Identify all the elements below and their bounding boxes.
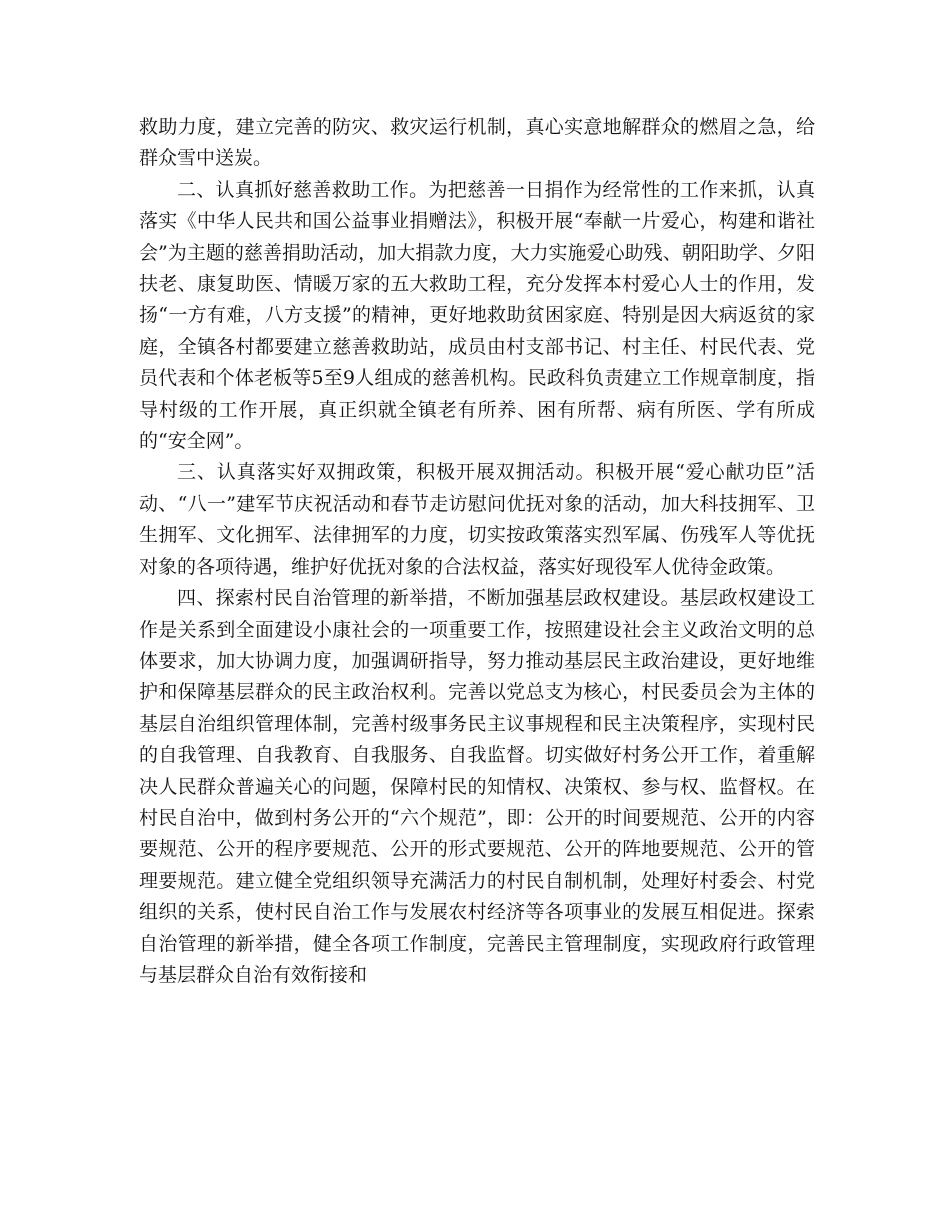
paragraph-village-self-governance: 四、探索村民自治管理的新举措，不断加强基层政权建设。基层政权建设工作是关系到全面建设小康社会的一项重要工作，按照建设社会主义政治文明的总体要求，加大协调力度，加强调研指导，努力推动基层民主政治建设，更好地维护和保障基层群众的民主政治权利。完善以党总支为核心，村民委员会为主体的基层自治组织管理体制，完善村级事务民主议事规程和民主决策程序，实现村民的自我管理、自我教育、自我服务、自我监督。切实做好村务公开工作，着重解决人民群众普遍关心的问题，保障村民的知情权、决策权、参与权、监督权。在村民自治中，做到村务公开的“六个规范”，即：公开的时间要规范、公开的内容要规范、公开的程序要规范、公开的形式要规范、公开的阵地要规范、公开的管理要规范。建立健全党组织领导充满活力的村民自制机制，处理好村委会、村党组织的关系，使村民自治工作与发展农村经济等各项事业的发展互相促进。探索自治管理的新举措，健全各项工作制度，完善民主管理制度，实现政府行政管理与基层群众自治有效衔接和 <box>139 587 815 986</box>
paragraph-military-support: 三、认真落实好双拥政策，积极开展双拥活动。积极开展“爱心献功臣”活动、“八一”建军节庆祝活动和春节走访慰问优抚对象的活动，加大科技拥军、卫生拥军、文化拥军、法律拥军的力度，切实按政策落实烈军属、伤残军人等优抚对象的各项待遇，维护好优抚对象的合法权益，落实好现役军人优待金政策。 <box>139 461 815 578</box>
paragraph-continuation: 救助力度，建立完善的防灾、救灾运行机制，真心实意地解群众的燃眉之急，给群众雪中送炭。 <box>139 116 815 170</box>
paragraph-charity-relief: 二、认真抓好慈善救助工作。为把慈善一日捐作为经常性的工作来抓，认真落实《中华人民共和国公益事业捐赠法》，积极开展“奉献一片爱心，构建和谐社会”为主题的慈善捐助活动，加大捐款力度，大力实施爱心助残、朝阳助学、夕阳扶老、康复助医、情暖万家的五大救助工程，充分发挥本村爱心人士的作用，发扬“一方有难，八方支援”的精神，更好地救助贫困家庭、特别是因大病返贫的家庭，全镇各村都要建立慈善救助站，成员由村支部书记、村主任、村民代表、党员代表和个体老板等5至9人组成的慈善机构。民政科负责建立工作规章制度，指导村级的工作开展，真正织就全镇老有所养、困有所帮、病有所医、学有所成的“安全网”。 <box>139 178 815 453</box>
document-body <box>139 112 815 991</box>
